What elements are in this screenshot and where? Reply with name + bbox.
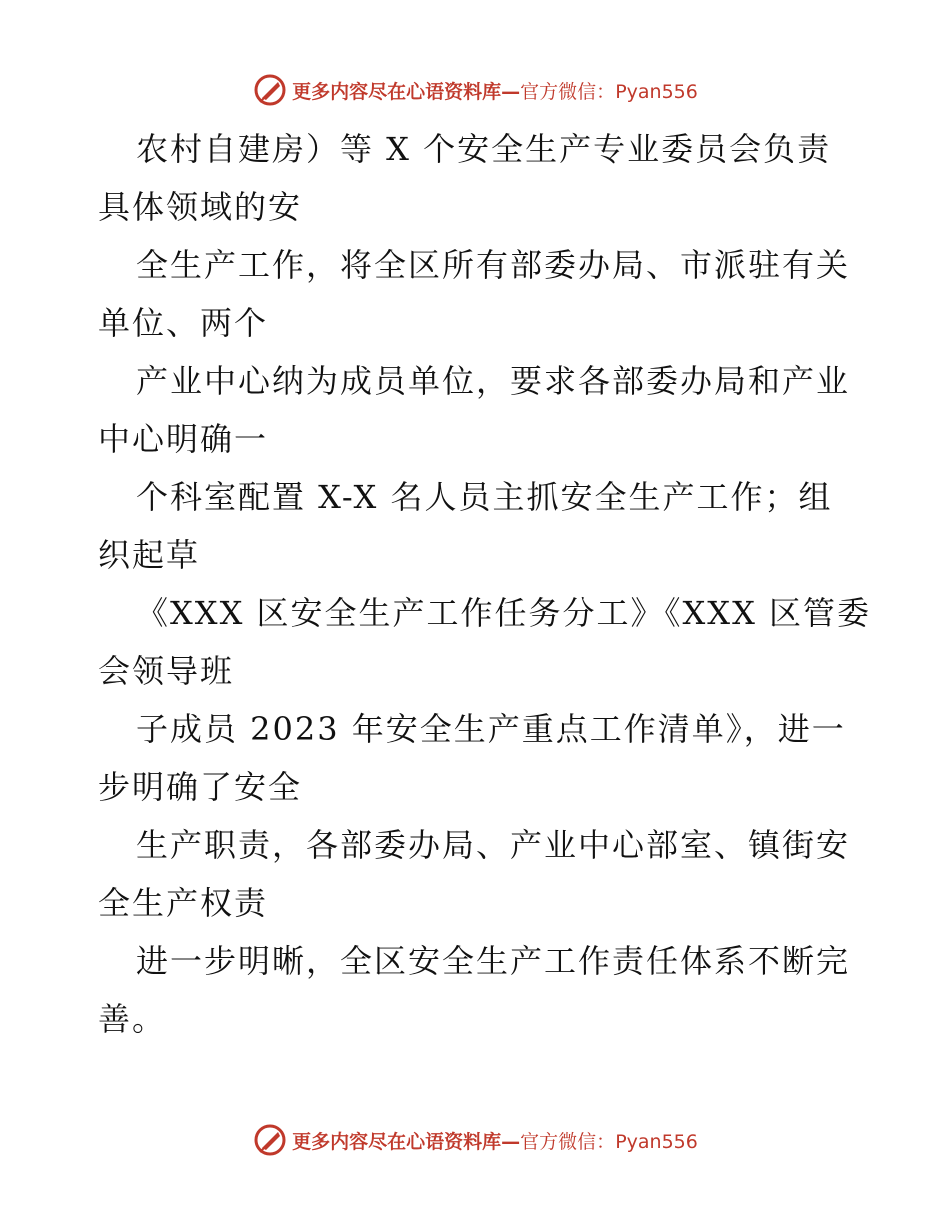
footer-wechat-label: 官方微信： <box>520 1130 616 1153</box>
header-banner <box>0 70 950 110</box>
text-line: 善。 <box>98 1000 167 1038</box>
text-block-6 <box>98 700 858 816</box>
text-block-7 <box>98 816 858 932</box>
text-block-8 <box>98 932 858 1048</box>
footer-site-name: 更多内容尽在心语资料库 <box>292 1130 502 1153</box>
header-site-name: 更多内容尽在心语资料库 <box>292 80 502 103</box>
text-block-5 <box>98 584 872 700</box>
text-line: 具体领域的安 <box>98 188 303 226</box>
text-line: 织起草 <box>98 536 201 574</box>
footer-wechat-id: Pyan556 <box>615 1130 698 1153</box>
text-line: 农村自建房）等 X 个安全生产专业委员会负责 <box>136 130 832 168</box>
quill-logo-icon <box>252 72 288 108</box>
text-line: 产业中心纳为成员单位，要求各部委办局和产业 <box>136 362 851 400</box>
text-line: 进一步明晰，全区安全生产工作责任体系不断完 <box>136 942 851 980</box>
text-line: 生产职责，各部委办局、产业中心部室、镇街安 <box>136 826 851 864</box>
text-block-2 <box>98 236 858 352</box>
text-line: 会领导班 <box>98 652 235 690</box>
text-block-4 <box>98 468 858 584</box>
header-text <box>292 77 698 104</box>
text-line: 中心明确一 <box>98 420 269 458</box>
quill-logo-icon <box>252 1122 288 1158</box>
text-line: 子成员 2023 年安全生产重点工作清单》，进一 <box>136 710 846 748</box>
text-line: 个科室配置 X-X 名人员主抓安全生产工作；组 <box>136 478 833 516</box>
text-line: 《XXX 区安全生产工作任务分工》《XXX 区管委 <box>136 594 872 632</box>
footer-dash: — <box>501 1130 521 1153</box>
text-block-1 <box>98 120 858 236</box>
text-line: 步明确了安全 <box>98 768 303 806</box>
footer-banner <box>0 1120 950 1160</box>
text-line: 全生产权责 <box>98 884 269 922</box>
text-block-3 <box>98 352 858 468</box>
header-dash: — <box>501 80 521 103</box>
text-line: 单位、两个 <box>98 304 269 342</box>
footer-text <box>292 1127 698 1154</box>
header-wechat-id: Pyan556 <box>615 80 698 103</box>
document-body <box>98 120 872 1048</box>
header-wechat-label: 官方微信： <box>520 80 616 103</box>
text-line: 全生产工作，将全区所有部委办局、市派驻有关 <box>136 246 851 284</box>
